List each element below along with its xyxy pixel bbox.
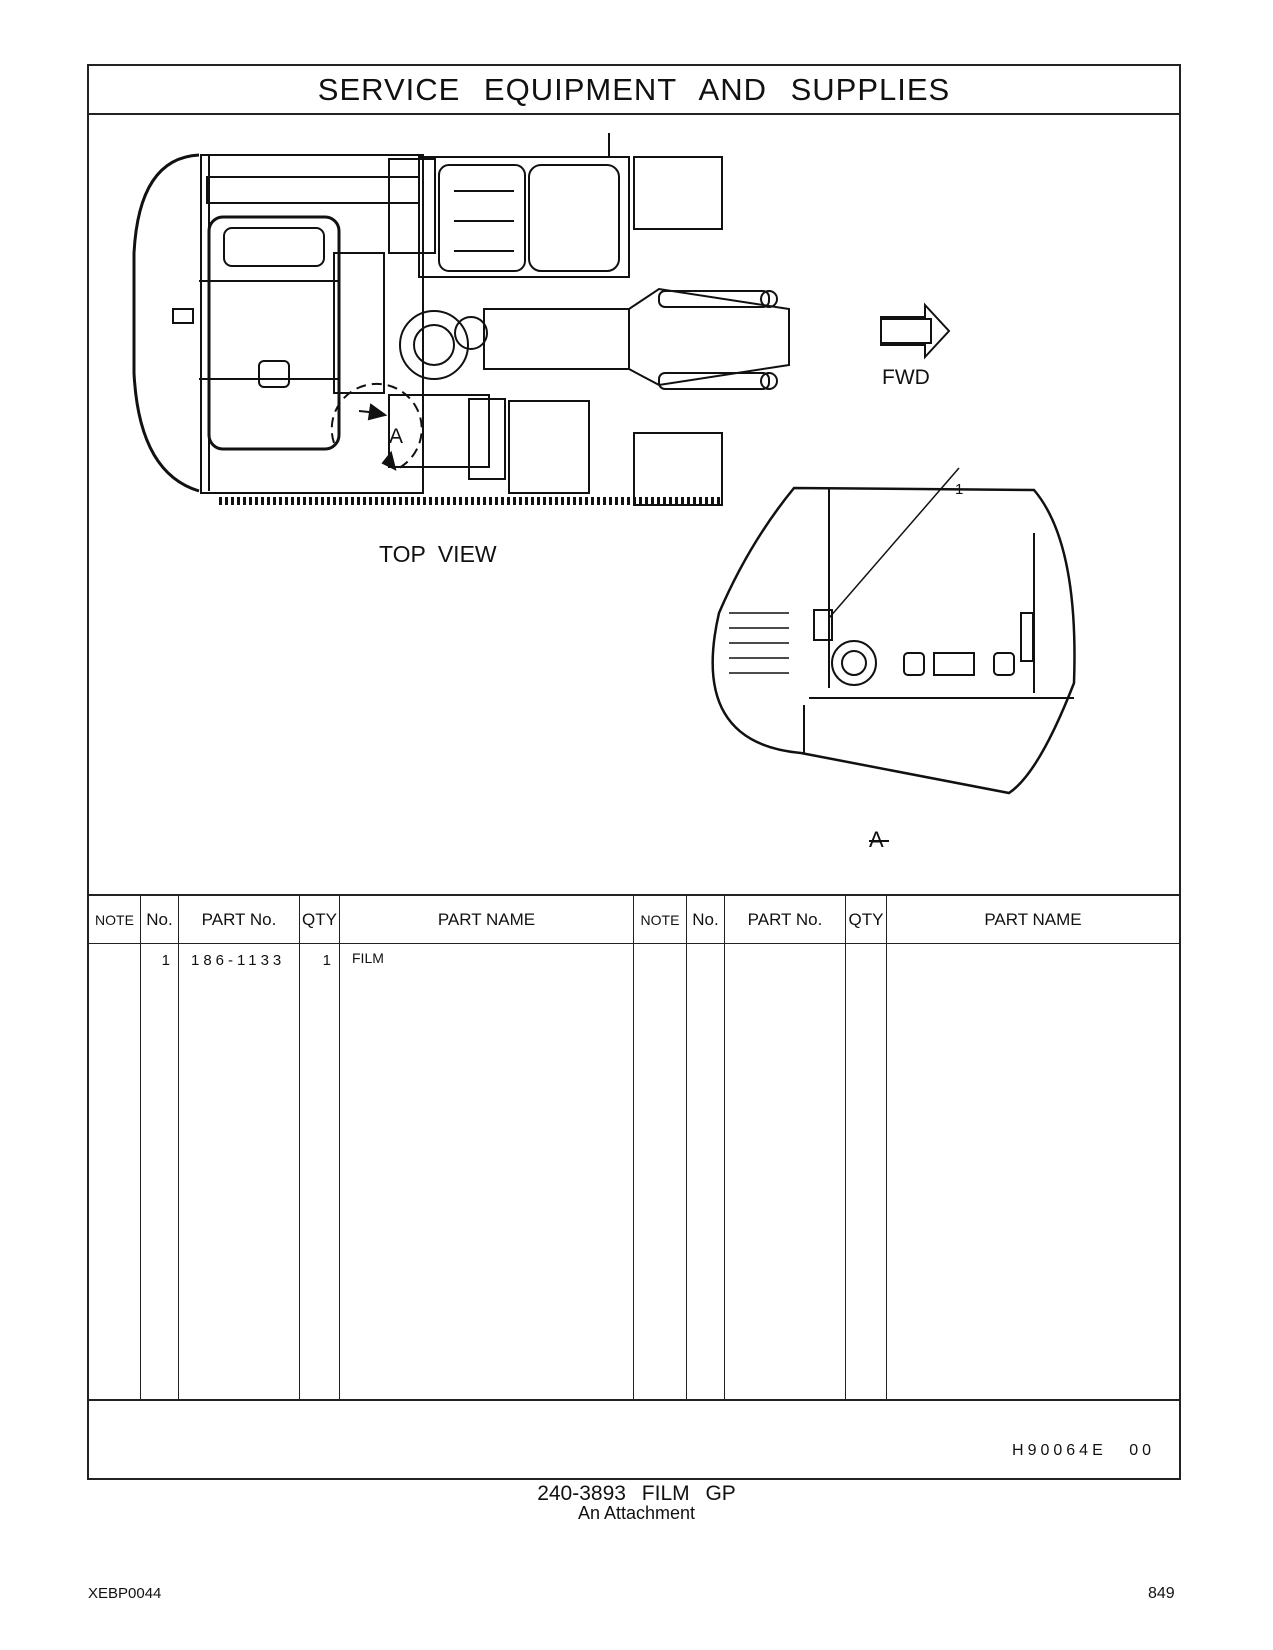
no-column-right (687, 896, 725, 1399)
part-name-column-right (887, 896, 1179, 1399)
part-name-header: PART NAME (340, 896, 633, 944)
part-no-header: PART No. (179, 896, 299, 944)
document-code: XEBP0044 (88, 1585, 162, 1602)
no-header: No. (141, 896, 178, 944)
page-number: 849 (1148, 1585, 1175, 1602)
qty-column (300, 896, 340, 1399)
part-no-column-right (725, 896, 846, 1399)
fwd-label: FWD (882, 366, 930, 389)
part-name-column (340, 896, 634, 1399)
part-no-header-right: PART No. (725, 896, 845, 944)
part-no-column (179, 896, 300, 1399)
excavator-drawing (89, 113, 1179, 894)
note-header: NOTE (89, 896, 140, 944)
no-header-right: No. (687, 896, 724, 944)
row-1-part-name: FILM (352, 950, 384, 966)
note-column (89, 896, 141, 1399)
qty-header-right: QTY (846, 896, 886, 944)
group-title: 240-3893 FILM GP (537, 1482, 736, 1505)
top-view-label: TOP VIEW (379, 541, 497, 567)
group-subtitle: An Attachment (577, 1503, 696, 1523)
qty-column-right (846, 896, 887, 1399)
parts-table (89, 894, 1179, 1401)
row-1-qty: 1 (322, 952, 331, 969)
parts-illustration (89, 113, 1179, 894)
qty-header: QTY (300, 896, 339, 944)
view-a-marker: A (389, 425, 404, 448)
row-1-no: 1 (161, 952, 170, 969)
parts-page-frame (87, 64, 1181, 1480)
drawing-code: H90064E 00 (1012, 1442, 1155, 1459)
note-column-right (634, 896, 687, 1399)
note-header-right: NOTE (634, 896, 686, 944)
detail-a-label: A (869, 827, 884, 852)
page-title: SERVICE EQUIPMENT AND SUPPLIES (89, 66, 1179, 115)
part-name-header-right: PART NAME (887, 896, 1179, 944)
row-1-part-no: 186-1133 (191, 952, 286, 969)
no-column (141, 896, 179, 1399)
callout-1: 1 (955, 481, 964, 498)
